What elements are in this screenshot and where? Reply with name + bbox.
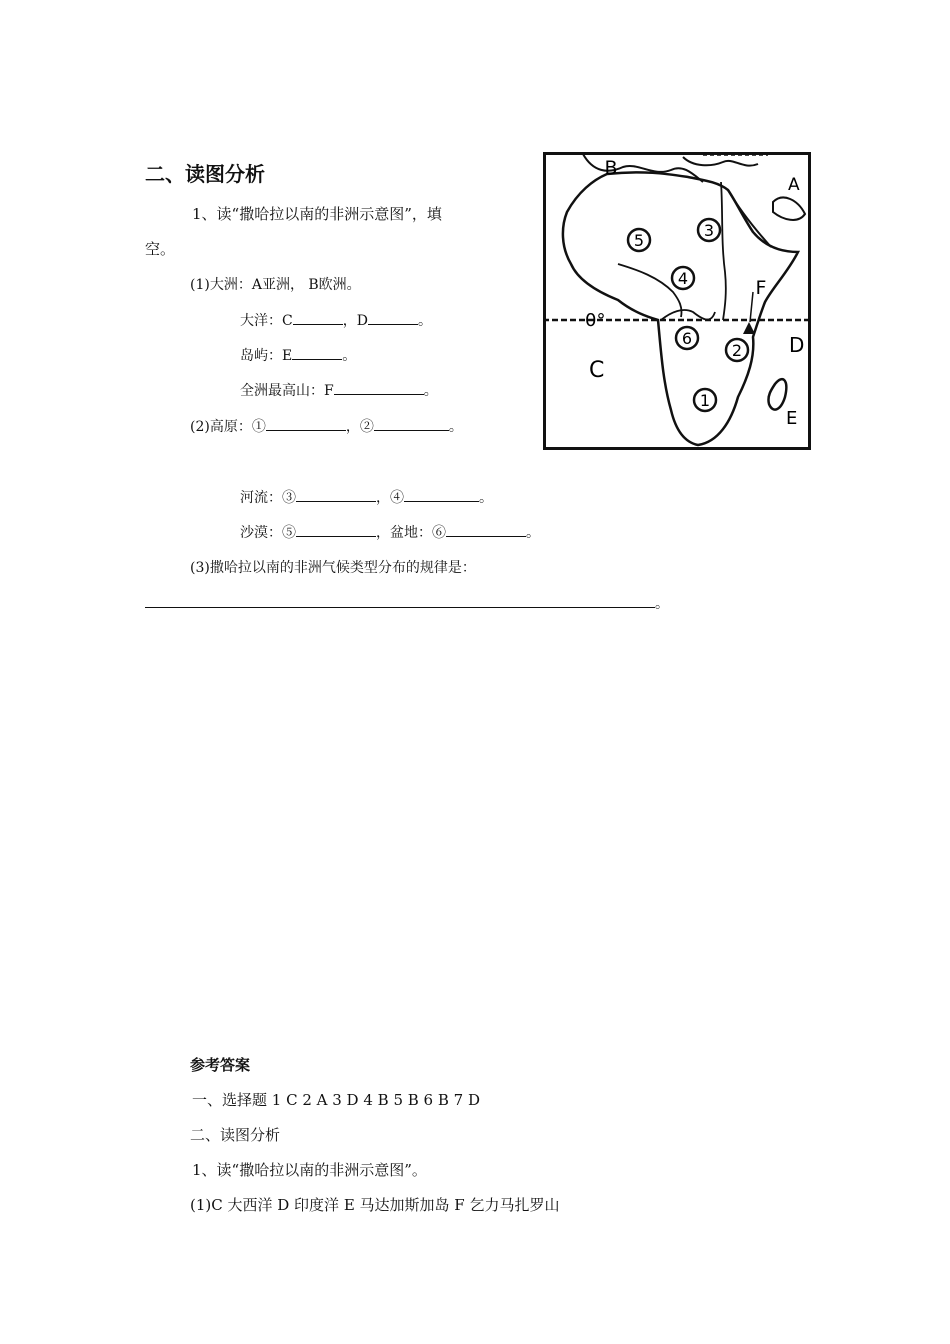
marker-5-label: 5 — [633, 231, 645, 250]
q1-ocean-sep: ，D — [342, 313, 368, 329]
label-f: F — [755, 277, 767, 299]
blank-q3[interactable] — [145, 593, 655, 608]
asia-coast-top — [683, 157, 758, 166]
marker-1-label: 1 — [699, 391, 711, 410]
blank-island-e[interactable] — [292, 345, 342, 360]
q2-plateau-sep: ，② — [345, 419, 374, 435]
end-mark: 。 — [423, 383, 438, 399]
blank-plateau-1[interactable] — [266, 416, 346, 431]
niger-river — [618, 264, 682, 317]
q1-mountain-label: 全洲最高山：F — [240, 383, 334, 399]
region-marker-2 — [726, 339, 748, 361]
region-marker-3 — [698, 219, 720, 241]
answers-line3: 1、读“撒哈拉以南的非洲示意图”。 — [192, 1161, 427, 1179]
africa-map — [543, 152, 811, 450]
blank-ocean-c[interactable] — [293, 310, 343, 325]
label-equator: 0° — [585, 310, 606, 331]
marker-6-label: 6 — [681, 329, 693, 348]
q3-answer-line — [145, 593, 669, 613]
section-title: 二、读图分析 — [145, 162, 265, 186]
q1-island-label: 岛屿：E — [240, 348, 293, 364]
end-mark: 。 — [417, 313, 432, 329]
end-mark: 。 — [655, 596, 669, 612]
blank-mountain-f[interactable] — [334, 380, 424, 395]
blank-desert-5[interactable] — [296, 522, 376, 537]
congo-river — [661, 310, 715, 320]
q2-river-line — [240, 487, 493, 507]
mountain-pointer — [750, 292, 753, 322]
blank-river-3[interactable] — [296, 487, 376, 502]
answers-line4: (1)C 大西洋 D 印度洋 E 马达加斯加岛 F 乞力马扎罗山 — [190, 1196, 560, 1214]
q2-river-label: 河流：③ — [240, 490, 296, 506]
nile-river — [721, 182, 726, 320]
q1-island-line — [240, 345, 356, 365]
q2-river-sep: ，④ — [376, 490, 404, 506]
madagascar-island — [768, 379, 786, 409]
answers-line2: 二、读图分析 — [190, 1126, 281, 1144]
blank-basin-6[interactable] — [446, 522, 526, 537]
marker-3-label: 3 — [703, 221, 715, 240]
blank-ocean-d[interactable] — [368, 310, 418, 325]
region-marker-1 — [694, 389, 716, 411]
blank-river-4[interactable] — [404, 487, 479, 502]
arabia-coast — [773, 198, 805, 220]
end-mark: 。 — [448, 419, 463, 435]
q3-label: (3)撒哈拉以南的非洲气候类型分布的规律是： — [190, 560, 476, 576]
answers-heading: 参考答案 — [190, 1056, 251, 1074]
red-sea — [728, 190, 771, 247]
q1-continents: (1)大洲：A亚洲， B欧洲。 — [190, 277, 361, 293]
end-mark: 。 — [479, 490, 493, 506]
q1-mountain-line — [240, 380, 438, 400]
q1-ocean-label: 大洋：C — [240, 313, 293, 329]
label-d: D — [789, 333, 805, 357]
q2-basin-sep: ，盆地：⑥ — [376, 525, 446, 541]
q2-plateau-line — [190, 416, 463, 436]
question-intro-line1: 1、读“撒哈拉以南的非洲示意图”，填 — [192, 205, 442, 223]
label-a: A — [788, 175, 800, 195]
label-e: E — [786, 408, 798, 429]
q2-desert-label: 沙漠：⑤ — [240, 525, 296, 541]
label-b: B — [604, 157, 618, 179]
q1-ocean-line — [240, 310, 432, 330]
marker-4-label: 4 — [677, 269, 689, 288]
region-marker-6 — [676, 327, 698, 349]
q2-plateau-label: (2)高原：① — [190, 419, 266, 435]
end-mark: 。 — [526, 525, 540, 541]
label-c: C — [589, 358, 605, 383]
q2-desert-line — [240, 522, 540, 542]
end-mark: 。 — [342, 348, 357, 364]
answers-line1: 一、选择题 1 C 2 A 3 D 4 B 5 B 6 B 7 D — [192, 1091, 480, 1109]
region-marker-4 — [672, 267, 694, 289]
marker-2-label: 2 — [731, 341, 743, 360]
mountain-marker-icon — [743, 322, 755, 334]
blank-plateau-2[interactable] — [374, 416, 449, 431]
region-marker-5 — [628, 229, 650, 251]
question-intro-line2: 空。 — [145, 240, 176, 258]
